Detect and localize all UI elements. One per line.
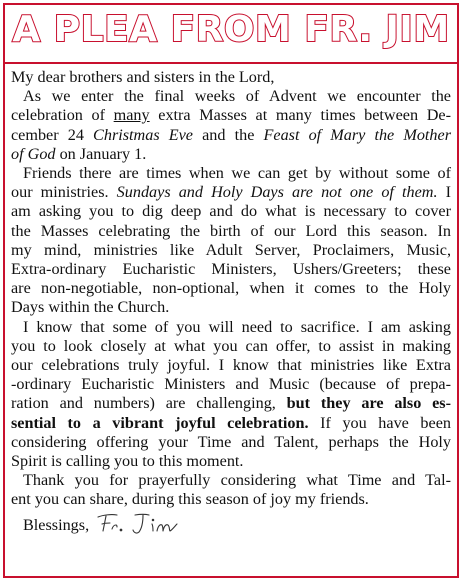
christmas-eve-italic: Christmas Eve	[93, 125, 193, 144]
p2-line-7: are non-negotiable, non-optional, when it comes to the Holy	[11, 279, 451, 298]
notice-frame	[3, 3, 459, 578]
p3-line-2: you to look closely at what you can offer, to assist in making	[11, 336, 451, 355]
bold-emphasis: sential to a vibrant joyful celebration.	[11, 413, 309, 432]
p2-line-3: am asking you to dig deep and do what is necessary to cover	[11, 202, 451, 221]
p2-line-5: my mind, ministries like Adult Server, Proclaimers, Music,	[11, 240, 451, 259]
p3-line-7: considering offering your Time and Talent, perhaps the Holy	[11, 432, 451, 451]
p2-line-4: the Masses celebrating the birth of our Lord this season. In	[11, 221, 451, 240]
p2-line-8: Days within the Church.	[11, 298, 170, 317]
bold-emphasis: but they are also es-	[286, 394, 451, 413]
p1-text: on January 1.	[55, 144, 147, 163]
p3-text: If you have been	[308, 413, 451, 432]
p1-text: cember 24	[11, 125, 94, 144]
closing-line	[11, 510, 451, 541]
letter-body	[11, 68, 451, 541]
p1-line-1: As we enter the final weeks of Advent we encounter the	[23, 87, 451, 106]
title-divider	[5, 62, 457, 64]
p3-line-3: our celebrations truly joyful. I know that ministries like Extra	[11, 356, 451, 375]
p3-line-5	[11, 394, 451, 413]
p1-line-3	[11, 126, 451, 145]
p3-line-1: I know that some of you will need to sacrifice. I am asking	[23, 317, 451, 336]
sundays-italic: Sundays and Holy Days are not one of them.	[116, 183, 438, 202]
p2-line-1: Friends there are times when we can get by without some of	[23, 164, 451, 183]
p1-text: celebration of	[11, 106, 114, 125]
p3-line-8: Spirit is calling you to this moment.	[11, 452, 244, 471]
p2-line-2	[11, 183, 451, 202]
p2-text: I	[437, 183, 452, 202]
p3-line-6	[11, 414, 451, 433]
p2-text: our ministries.	[11, 183, 117, 202]
salutation: My dear brothers and sisters in the Lord,	[11, 68, 275, 86]
p4-line-2: ent you can share, during this season of joy my friends.	[11, 490, 369, 509]
feast-italic: Feast of Mary the Mother	[263, 125, 452, 144]
p1-text: extra Masses at many times between De-	[149, 106, 451, 125]
p1-line-2	[11, 106, 451, 125]
p3-line-4: -ordinary Eucharistic Ministers and Music (because of prepa-	[11, 375, 451, 394]
p1-text: and the	[193, 125, 264, 144]
p1-line-4	[11, 145, 451, 164]
of-god-italic: of God	[11, 144, 56, 163]
underlined-many: many	[113, 106, 150, 125]
notice-title: A PLEA FROM FR. JIM	[12, 9, 450, 50]
closing: Blessings,	[23, 515, 90, 534]
p3-text: ration and numbers) are challenging,	[11, 394, 287, 413]
p2-line-6: Extra-ordinary Eucharistic Ministers, Ushers/Greeters; these	[11, 260, 451, 279]
p4-line-1: Thank you for prayerfully considering what Time and Tal-	[23, 471, 451, 490]
signature-image	[95, 510, 191, 541]
